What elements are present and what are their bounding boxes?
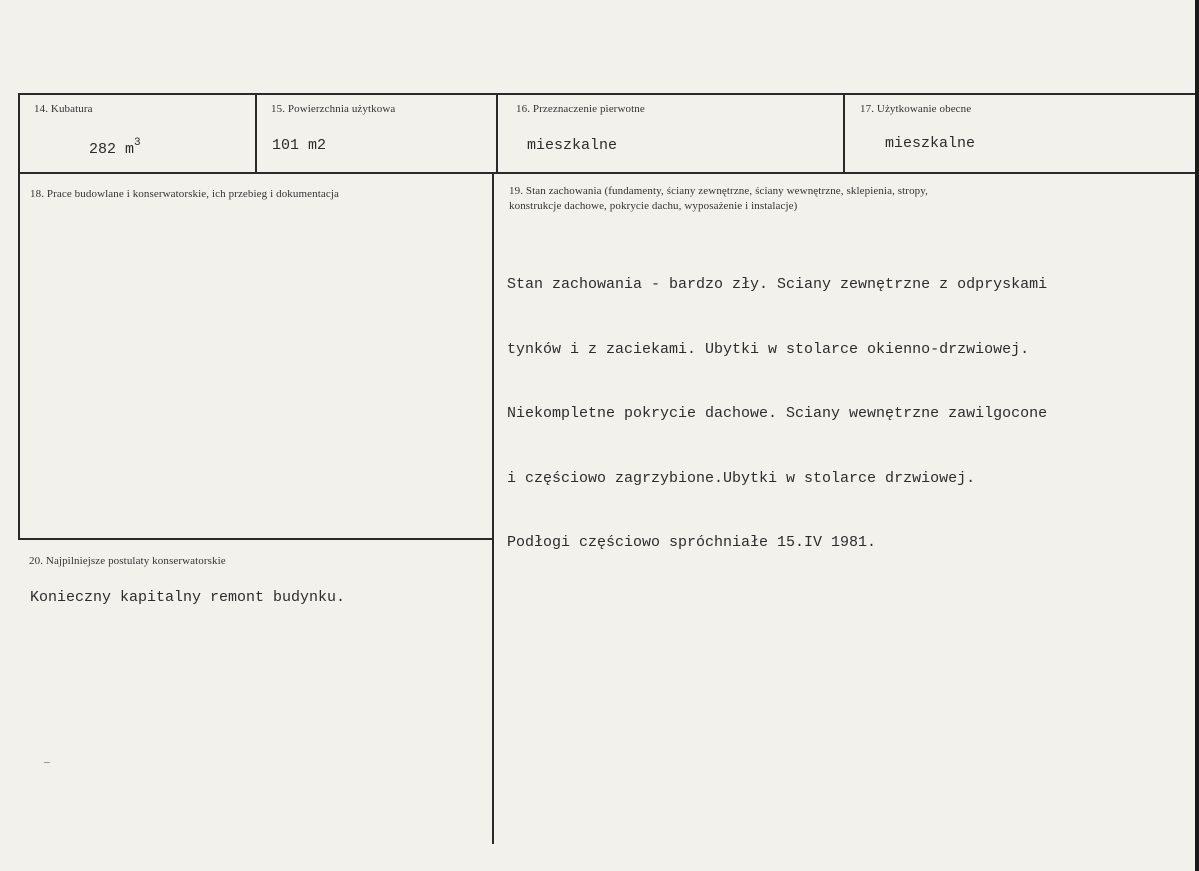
condition-line-4: i częściowo zagrzybione.Ubytki w stolarce drzwiowej.: [507, 469, 976, 487]
cubature-value: 282 m: [89, 141, 135, 158]
card-right-edge: [1195, 0, 1199, 871]
field-16-label: 16. Przeznaczenie pierwotne: [516, 103, 645, 115]
field-17-label: 17. Użytkowanie obecne: [860, 103, 972, 115]
cubature-exponent: 3: [134, 137, 141, 149]
condition-line-2: tynków i z zaciekami. Ubytki w stolarce okienno-drzwiowej.: [507, 340, 1030, 358]
margin-tick: [44, 762, 50, 763]
condition-line-3: Niekompletne pokrycie dachowe. Sciany wewnętrzne zawilgocone: [507, 405, 1048, 422]
field-15-label: 15. Powierzchnia użytkowa: [271, 103, 396, 115]
divider-left-right-column: [492, 172, 494, 844]
field-19-label-line-1: 19. Stan zachowania (fundamenty, ściany zewnętrzne, ściany wewnętrzne, sklepienia, stropy,: [509, 185, 929, 197]
field-14-label: 14. Kubatura: [34, 103, 93, 115]
field-15-value: 101 m2: [272, 137, 327, 154]
field-16-value: mieszkalne: [527, 137, 618, 154]
field-17-value: mieszkalne: [885, 135, 976, 152]
field-18-label: 18. Prace budowlane i konserwatorskie, ich przebieg i dokumentacja: [30, 188, 339, 200]
divider-14-15: [255, 93, 257, 173]
middle-rule: [18, 172, 1195, 174]
field-20-label: 20. Najpilniejsze postulaty konserwatorskie: [29, 555, 226, 567]
left-border: [18, 93, 20, 539]
condition-line-5: Podłogi częściowo spróchniałe 15.IV 1981.: [507, 534, 877, 551]
top-rule: [18, 93, 1195, 95]
field-20-value: Konieczny kapitalny remont budynku.: [30, 589, 346, 606]
divider-15-16: [496, 93, 498, 173]
field-19-label-line-2: konstrukcje dachowe, pokrycie dachu, wyposażenie i instalacje): [509, 200, 798, 212]
field-14-value: [89, 137, 141, 158]
condition-line-1: Stan zachowania - bardzo zły. Sciany zewnętrzne z odpryskami: [507, 276, 1048, 293]
divider-16-17: [843, 93, 845, 173]
section-18-20-divider: [18, 538, 493, 540]
field-19-condition-text: [507, 231, 1047, 597]
